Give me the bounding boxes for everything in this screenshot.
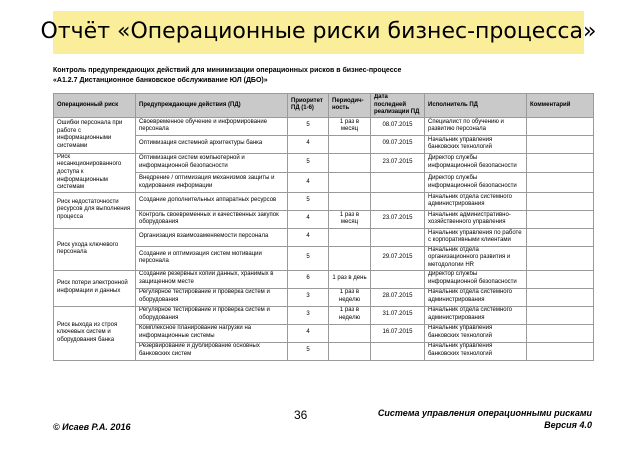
cell-date [371, 192, 425, 210]
footer-author: © Исаев Р.А. 2016 [53, 422, 131, 432]
control-caption [53, 66, 593, 86]
cell-period [329, 135, 371, 153]
footer-system-line-2: Версия 4.0 [544, 420, 592, 430]
cell-priority: 5 [288, 342, 329, 360]
header-priority: Приоритет ПД (1-6) [288, 94, 329, 118]
cell-executor: Начальник управления банковских технологий [425, 342, 527, 360]
header-executor: Исполнитель ПД [425, 94, 527, 118]
cell-comment [527, 192, 594, 210]
cell-risk: Риск выхода из строя ключевых систем и оборудования банка [54, 306, 136, 360]
cell-period [329, 173, 371, 192]
caption-line-1: Контроль предупреждающих действий для минимизации операционных рисков в бизнес-процессе [53, 67, 402, 74]
cell-date: 29.07.2015 [371, 246, 425, 270]
cell-executor: Начальник управления по работе с корпоративными клиентами [425, 228, 527, 246]
cell-period [329, 153, 371, 172]
cell-action: Создание дополнительных аппаратных ресурсов [136, 192, 288, 210]
cell-executor: Начальник управления банковских технологий [425, 135, 527, 153]
cell-priority: 4 [288, 210, 329, 228]
cell-period [329, 342, 371, 360]
cell-date [371, 342, 425, 360]
cell-comment [527, 153, 594, 172]
header-action: Предупреждающие действия (ПД) [136, 94, 288, 118]
header-period: Периодич-ность [329, 94, 371, 118]
table-body [54, 117, 594, 360]
cell-period [329, 246, 371, 270]
cell-action: Регулярное тестирование и проверка систем и оборудования [136, 306, 288, 324]
table-row [54, 228, 594, 246]
cell-comment [527, 306, 594, 324]
cell-action: Организация взаимозаменяемости персонала [136, 228, 288, 246]
cell-comment [527, 228, 594, 246]
cell-risk: Риск недостаточности ресурсов для выполнения процесса [54, 192, 136, 228]
cell-priority: 5 [288, 153, 329, 172]
cell-date: 23.07.2015 [371, 153, 425, 172]
cell-date: 31.07.2015 [371, 306, 425, 324]
cell-risk: Ошибки персонала при работе с информационными системами [54, 117, 136, 153]
cell-action: Оптимизация системной архитектуры банка [136, 135, 288, 153]
cell-priority: 5 [288, 192, 329, 210]
cell-date [371, 173, 425, 192]
cell-comment [527, 210, 594, 228]
preventive-actions-table [53, 93, 594, 361]
cell-priority: 4 [288, 324, 329, 342]
caption-line-2: «А1.2.7 Дистанционное банковское обслуживание ЮЛ (ДБО)» [53, 77, 268, 84]
cell-executor: Директор службы информационной безопасности [425, 173, 527, 192]
cell-period: 1 раз в неделю [329, 306, 371, 324]
cell-period [329, 228, 371, 246]
cell-priority: 6 [288, 270, 329, 288]
cell-executor: Начальник административно-хозяйственного управления [425, 210, 527, 228]
cell-date [371, 270, 425, 288]
cell-priority: 4 [288, 135, 329, 153]
cell-action: Контроль своевременных и качественных закупок оборудования [136, 210, 288, 228]
table-row [54, 153, 594, 172]
cell-action: Комплексное планирование нагрузки на информационные системы [136, 324, 288, 342]
cell-comment [527, 246, 594, 270]
cell-date [371, 228, 425, 246]
cell-comment [527, 270, 594, 288]
cell-priority: 3 [288, 306, 329, 324]
cell-date: 08.07.2015 [371, 117, 425, 135]
cell-period [329, 192, 371, 210]
cell-comment [527, 342, 594, 360]
cell-comment [527, 288, 594, 306]
cell-period: 1 раз в день [329, 270, 371, 288]
page-number: 36 [294, 408, 308, 422]
cell-action: Внедрение / оптимизация механизмов защиты и кодирования информации [136, 173, 288, 192]
cell-action: Создание резервных копий данных, хранимых в защищенном месте [136, 270, 288, 288]
cell-priority: 4 [288, 173, 329, 192]
cell-period: 1 раз в месяц [329, 210, 371, 228]
cell-executor: Начальник управления банковских технологий [425, 324, 527, 342]
table-row [54, 192, 594, 210]
cell-executor: Начальник отдела организационного развития и методологии HR [425, 246, 527, 270]
cell-action: Оптимизация систем компьютерной и информационной безопасности [136, 153, 288, 172]
cell-action: Резервирование и дублирование основных банковских систем [136, 342, 288, 360]
cell-priority: 4 [288, 228, 329, 246]
cell-executor: Начальник отдела системного администрирования [425, 306, 527, 324]
header-risk: Операционный риск [54, 94, 136, 118]
cell-period: 1 раз в неделю [329, 288, 371, 306]
table-row [54, 270, 594, 288]
cell-executor: Начальник отдела системного администрирования [425, 192, 527, 210]
cell-comment [527, 173, 594, 192]
table-row [54, 117, 594, 135]
header-date: Дата последней реализации ПД [371, 94, 425, 118]
footer-system [378, 407, 592, 431]
cell-executor: Начальник отдела системного администрирования [425, 288, 527, 306]
cell-priority: 5 [288, 246, 329, 270]
footer-system-line-1: Система управления операционными рисками [377, 408, 592, 418]
table-header-row [54, 94, 594, 118]
cell-period: 1 раз в месяц [329, 117, 371, 135]
cell-comment [527, 135, 594, 153]
cell-date: 16.07.2015 [371, 324, 425, 342]
cell-executor: Специалист по обучению и развитию персонала [425, 117, 527, 135]
cell-executor: Директор службы информационной безопасности [425, 153, 527, 172]
cell-action: Регулярное тестирование и проверка систем и оборудования [136, 288, 288, 306]
cell-date: 23.07.2015 [371, 210, 425, 228]
cell-comment [527, 324, 594, 342]
slide-title: Отчёт «Операционные риски бизнес-процесса» [53, 11, 584, 54]
cell-action: Создание и оптимизация систем мотивации персонала [136, 246, 288, 270]
cell-period [329, 324, 371, 342]
cell-priority: 3 [288, 288, 329, 306]
cell-action: Своевременное обучение и информирование персонала [136, 117, 288, 135]
header-comment: Комментарий [527, 94, 594, 118]
cell-date: 09.07.2015 [371, 135, 425, 153]
cell-priority: 5 [288, 117, 329, 135]
table-row [54, 306, 594, 324]
cell-date: 28.07.2015 [371, 288, 425, 306]
cell-risk: Риск несанкционированного доступа к информационным системам [54, 153, 136, 192]
cell-comment [527, 117, 594, 135]
cell-risk: Риск потери электронной информации и данных [54, 270, 136, 306]
cell-executor: Директор службы информационной безопасности [425, 270, 527, 288]
cell-risk: Риск ухода ключевого персонала [54, 228, 136, 270]
